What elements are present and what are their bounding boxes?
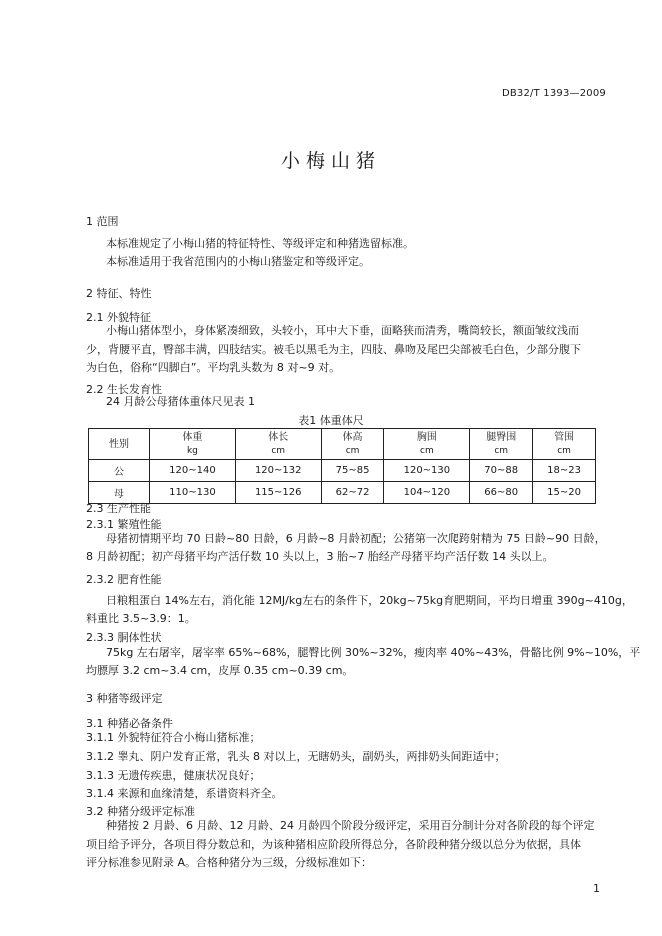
section-2-3-3-heading: 2.3.3 胴体性状 [86,631,162,644]
table-cell: 母 [89,482,150,504]
table-cell: 62~72 [321,482,384,504]
table-header-cell: 体长 cm [235,429,321,460]
section-2-3-1-heading: 2.3.1 繁殖性能 [86,518,162,531]
paragraph-line: 均膘厚 3.2 cm~3.4 cm，皮厚 0.35 cm~0.39 cm。 [86,664,354,677]
paragraph-line: 评分标准参见附录 A。合格种猪分为三级，分级标准如下： [86,856,373,869]
section-2-3-heading: 2.3 生产性能 [86,502,151,515]
table-cell: 115~126 [235,482,321,504]
paragraph-line: 75kg 左右屠宰，屠宰率 65%~68%，腿臀比例 30%~32%，瘦肉率 40%~43%，骨骼比例 9%~10%，平 [106,646,641,659]
table-cell: 120~140 [150,460,236,482]
section-1-heading: 1 范围 [86,215,119,228]
table-cell: 15~20 [533,482,596,504]
section-2-3-2-heading: 2.3.2 肥育性能 [86,573,162,586]
paragraph-line: 24 月龄公母猪体重体尺见表 1 [106,395,255,408]
table-header-cell: 胸围 cm [384,429,470,460]
section-3-1-heading: 3.1 种猪必备条件 [86,717,173,730]
paragraph-line: 8 月龄初配；初产母猪平均产活仔数 10 头以上，3 胎~7 胎经产母猪平均产活仔数 14 头以上。 [86,550,554,563]
table-cell: 66~80 [470,482,533,504]
table-header-cell: 体重 kg [150,429,236,460]
list-item: 3.1.2 睾丸、阴户发育正常，乳头 8 对以上，无瞎奶头，副奶头，两排奶头间距适中； [86,750,506,763]
paragraph: 本标准适用于我省范围内的小梅山猪鉴定和等级评定。 [106,255,370,268]
paragraph-line: 为白色，俗称“四脚白”。平均乳头数为 8 对~9 对。 [86,361,341,374]
paragraph-line: 日粮粗蛋白 14%左右，消化能 12MJ/kg左右的条件下，20kg~75kg育肥期间，平均日增重 390g~410g， [106,594,633,607]
page-number: 1 [593,882,600,895]
section-2-2-heading: 2.2 生长发育性 [86,383,162,396]
table-cell: 75~85 [321,460,384,482]
section-2-heading: 2 特征、特性 [86,287,152,300]
page-title: 小梅山猪 [280,150,381,172]
table-cell: 公 [89,460,150,482]
paragraph-line: 种猪按 2 月龄、6 月龄、12 月龄、24 月龄四个阶段分级评定，采用百分制计分对各阶段的每个评定 [106,819,595,832]
table-header-cell: 性别 [89,429,150,460]
list-item: 3.1.3 无遗传疾患，健康状况良好； [86,769,261,782]
paragraph-line: 小梅山猪体型小，身体紧凑细致，头较小，耳中大下垂，面略狭而清秀，嘴筒较长，额面皱纹浅而 [106,324,579,337]
table-caption: 表1 体重体尺 [298,414,364,427]
paragraph-line: 项目给予评分，各项目得分数总和，为该种猪相应阶段所得总分，各阶段种猪分级以总分为依据，具体 [86,838,581,851]
table-row [89,460,596,482]
paragraph-line: 少，背腰平直，臀部丰满，四肢结实。被毛以黑毛为主，四肢、鼻吻及尾巴尖部被毛白色，少部分腹下 [86,343,581,356]
paragraph-line: 母猪初情期平均 70 日龄~80 日龄，6 月龄~8 月龄初配；公猪第一次爬跨射精为 75 日龄~90 日龄， [106,532,606,545]
section-2-1-heading: 2.1 外貌特征 [86,311,151,324]
body-measurements-table [88,428,596,504]
section-3-2-heading: 3.2 种猪分级评定标准 [86,805,195,818]
list-item: 3.1.4 来源和血缘清楚，系谱资料齐全。 [86,787,283,800]
paragraph: 本标准规定了小梅山猪的特征特性、等级评定和种猪选留标准。 [106,237,414,250]
table-cell: 120~132 [235,460,321,482]
table-cell: 104~120 [384,482,470,504]
table-header-cell: 管围 cm [533,429,596,460]
table-cell: 70~88 [470,460,533,482]
section-3-heading: 3 种猪等级评定 [86,692,163,705]
table-cell: 18~23 [533,460,596,482]
table-cell: 110~130 [150,482,236,504]
table-cell: 120~130 [384,460,470,482]
table-row [89,482,596,504]
paragraph-line: 料重比 3.5~3.9：1。 [86,612,196,625]
list-item: 3.1.1 外貌特征符合小梅山猪标准； [86,731,261,744]
table-header-cell: 体高 cm [321,429,384,460]
standard-number: DB32/T 1393—2009 [501,88,606,99]
table-header-row [89,429,596,460]
table-header-cell: 腿臀围 cm [470,429,533,460]
